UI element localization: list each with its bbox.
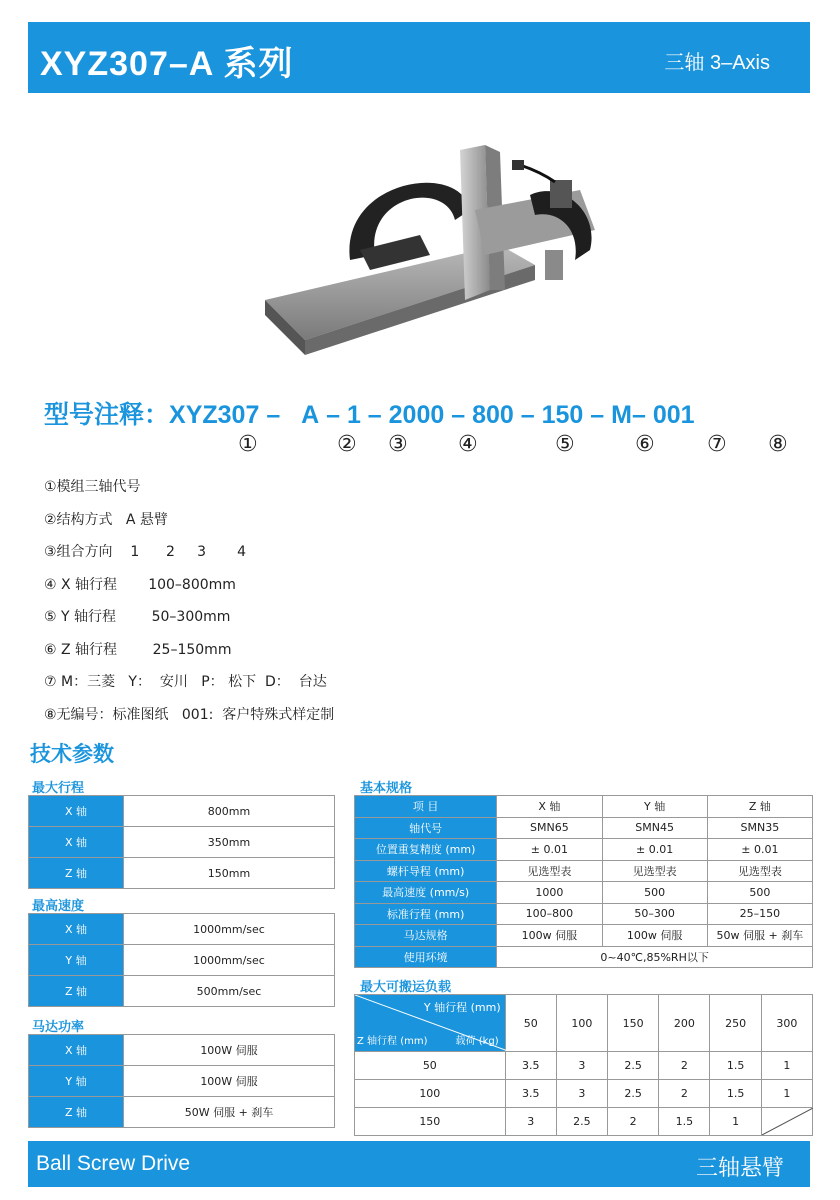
- cell-value: 1: [761, 1052, 812, 1080]
- note-line: ①模组三轴代号: [44, 479, 141, 495]
- max-load-table: [354, 994, 813, 1136]
- table-row: [355, 1052, 813, 1080]
- cell-value: 50–300: [602, 903, 707, 925]
- cell-value: 2: [659, 1052, 710, 1080]
- column-header: 150: [608, 995, 659, 1052]
- cell-value: SMN65: [497, 817, 602, 839]
- cell-value: SMN35: [707, 817, 812, 839]
- footer-bar: [28, 1141, 810, 1187]
- model-sep: –: [520, 401, 535, 429]
- cell-value: 1: [761, 1080, 812, 1108]
- table-header-row: [355, 995, 813, 1052]
- max-load-title: 最大可搬运负载: [360, 980, 452, 995]
- note-line: ③组合方向 1 2 3 4: [44, 544, 247, 560]
- footer-right-text: 三轴悬臂: [695, 1156, 784, 1181]
- cell-value: 100w 伺服: [602, 925, 707, 947]
- cell-value: SMN45: [602, 817, 707, 839]
- model-sep: –: [326, 401, 340, 429]
- cell-value: 100w 伺服: [497, 925, 602, 947]
- callout-number: ④: [458, 432, 478, 457]
- max-stroke-title: 最大行程: [32, 781, 85, 796]
- column-header: 50: [505, 995, 556, 1052]
- table-row: [355, 860, 813, 882]
- note-line: ⑧无编号：标准图纸 001: 客户特殊式样定制: [44, 706, 335, 723]
- cell-value: 800mm: [124, 796, 335, 827]
- cell-value: 150mm: [124, 858, 335, 889]
- table-row: [29, 1066, 335, 1097]
- cell-value: 100W 伺服: [124, 1066, 335, 1097]
- table-row: [355, 817, 813, 839]
- axis-label: X 轴: [29, 1035, 124, 1066]
- load-label: 载荷 (kg): [455, 1036, 499, 1047]
- cell-value: 1: [710, 1108, 761, 1136]
- axis-label: X 轴: [29, 796, 124, 827]
- cell-value: 350mm: [124, 827, 335, 858]
- note-line: ⑦ M：三菱 Y： 安川 P： 松下 D： 台达: [44, 674, 327, 690]
- cell-value: 100–800: [497, 903, 602, 925]
- axis-label: Y 轴: [29, 945, 124, 976]
- tech-params-title: 技术参数: [30, 742, 114, 766]
- row-label: 150: [355, 1108, 506, 1136]
- cell-value: 1000: [497, 882, 602, 904]
- model-sep: –: [451, 401, 466, 429]
- axis-label: Z 轴: [29, 858, 124, 889]
- cell-value: 1.5: [710, 1052, 761, 1080]
- cell-value: 25–150: [707, 903, 812, 925]
- row-label: 轴代号: [355, 817, 497, 839]
- table-row: [29, 858, 335, 889]
- motor-power-table: [28, 1034, 335, 1128]
- basic-spec-table: [354, 795, 813, 968]
- callout-number: ①: [238, 432, 258, 457]
- page-subtitle: 三轴 3–Axis: [664, 52, 770, 74]
- model-part: M: [611, 401, 632, 429]
- cell-value: 2.5: [608, 1052, 659, 1080]
- row-label: 位置重复精度 (mm): [355, 839, 497, 861]
- cell-value: 50W 伺服 + 刹车: [124, 1097, 335, 1128]
- table-row: [29, 1035, 335, 1066]
- model-sep: –: [367, 401, 382, 429]
- callout-number: ⑧: [768, 432, 788, 457]
- cell-value: ± 0.01: [497, 839, 602, 861]
- cell-value: 2: [608, 1108, 659, 1136]
- empty-diagonal-cell: [761, 1108, 812, 1136]
- row-label: 标准行程 (mm): [355, 903, 497, 925]
- table-header-row: [355, 796, 813, 818]
- table-row: [29, 976, 335, 1007]
- model-sep: –: [590, 401, 605, 429]
- row-label: 50: [355, 1052, 506, 1080]
- model-sep: –: [266, 401, 281, 429]
- cell-value: 2.5: [608, 1080, 659, 1108]
- model-part: 1: [346, 401, 361, 429]
- table-row: [355, 903, 813, 925]
- cell-value: ± 0.01: [707, 839, 812, 861]
- motor-power-title: 马达功率: [32, 1020, 85, 1035]
- column-header: 项 目: [355, 796, 497, 818]
- cell-value: 3.5: [505, 1052, 556, 1080]
- callout-number: ⑤: [555, 432, 575, 457]
- cell-value: 500: [602, 882, 707, 904]
- basic-spec-title: 基本规格: [360, 781, 413, 796]
- cell-value: 1000mm/sec: [124, 914, 335, 945]
- cell-value: 100W 伺服: [124, 1035, 335, 1066]
- note-line: ④ X 轴行程 100–800mm: [44, 576, 236, 593]
- model-part: 2000: [388, 401, 445, 429]
- model-part: XYZ307: [169, 401, 260, 429]
- cell-value: 500: [707, 882, 812, 904]
- table-row: [355, 925, 813, 947]
- cell-value: 3: [556, 1080, 607, 1108]
- max-speed-table: [28, 913, 335, 1007]
- model-part: 800: [472, 401, 514, 429]
- cell-value: 见选型表: [497, 860, 602, 882]
- note-line: ②结构方式 A 悬臂: [44, 511, 168, 528]
- row-label: 马达规格: [355, 925, 497, 947]
- table-row: [355, 839, 813, 861]
- column-header: Y 轴: [602, 796, 707, 818]
- table-row: [355, 882, 813, 904]
- model-part: 150: [541, 401, 584, 429]
- max-speed-title: 最高速度: [32, 899, 85, 914]
- product-image: [260, 140, 600, 360]
- model-notes: [44, 476, 334, 736]
- column-header: 250: [710, 995, 761, 1052]
- table-row: [355, 946, 813, 968]
- axis-label: Z 轴: [29, 976, 124, 1007]
- row-label: 100: [355, 1080, 506, 1108]
- table-row: [29, 1097, 335, 1128]
- model-part: 001: [652, 401, 695, 429]
- callout-number: ②: [337, 432, 357, 457]
- callout-number: ⑦: [707, 432, 727, 457]
- cell-value: 1.5: [710, 1080, 761, 1108]
- model-prefix: 型号注释：: [44, 401, 170, 429]
- cell-value: 50w 伺服 + 刹车: [707, 925, 812, 947]
- y-stroke-label: Y 轴行程 (mm): [423, 1001, 501, 1014]
- cell-value: 1.5: [659, 1108, 710, 1136]
- model-part: A: [301, 401, 320, 429]
- cell-value: 0~40℃,85%RH以下: [497, 946, 813, 968]
- column-header: 300: [761, 995, 812, 1052]
- note-line: ⑤ Y 轴行程 50–300mm: [44, 609, 231, 625]
- column-header: Z 轴: [707, 796, 812, 818]
- column-header: 200: [659, 995, 710, 1052]
- row-label: 使用环境: [355, 946, 497, 968]
- row-label: 螺杆导程 (mm): [355, 860, 497, 882]
- cell-value: 3: [505, 1108, 556, 1136]
- axis-label: Y 轴: [29, 1066, 124, 1097]
- row-label: 最高速度 (mm/s): [355, 882, 497, 904]
- header-bar: [28, 22, 810, 93]
- callout-number: ③: [388, 432, 408, 457]
- table-row: [29, 827, 335, 858]
- max-stroke-table: [28, 795, 335, 889]
- model-code: [44, 395, 695, 431]
- column-header: 100: [556, 995, 607, 1052]
- cell-value: 见选型表: [707, 860, 812, 882]
- cell-value: 3.5: [505, 1080, 556, 1108]
- page-title: XYZ307–A 系列: [40, 45, 294, 83]
- cell-value: 见选型表: [602, 860, 707, 882]
- column-header: X 轴: [497, 796, 602, 818]
- cell-value: 500mm/sec: [124, 976, 335, 1007]
- diagonal-header-cell: [355, 995, 506, 1052]
- table-row: [29, 945, 335, 976]
- z-stroke-label: Z 轴行程 (mm): [357, 1036, 428, 1047]
- cell-value: ± 0.01: [602, 839, 707, 861]
- table-row: [29, 796, 335, 827]
- axis-label: X 轴: [29, 914, 124, 945]
- cell-value: 2: [659, 1080, 710, 1108]
- note-line: ⑥ Z 轴行程 25–150mm: [44, 641, 232, 658]
- table-row: [355, 1080, 813, 1108]
- model-sep: –: [631, 401, 646, 429]
- cell-value: 3: [556, 1052, 607, 1080]
- callout-number: ⑥: [635, 432, 655, 457]
- axis-label: X 轴: [29, 827, 124, 858]
- table-row: [355, 1108, 813, 1136]
- diagonal-line: [762, 1108, 813, 1135]
- cell-value: 1000mm/sec: [124, 945, 335, 976]
- cell-value: 2.5: [556, 1108, 607, 1136]
- table-row: [29, 914, 335, 945]
- footer-left-text: Ball Screw Drive: [36, 1152, 191, 1175]
- axis-label: Z 轴: [29, 1097, 124, 1128]
